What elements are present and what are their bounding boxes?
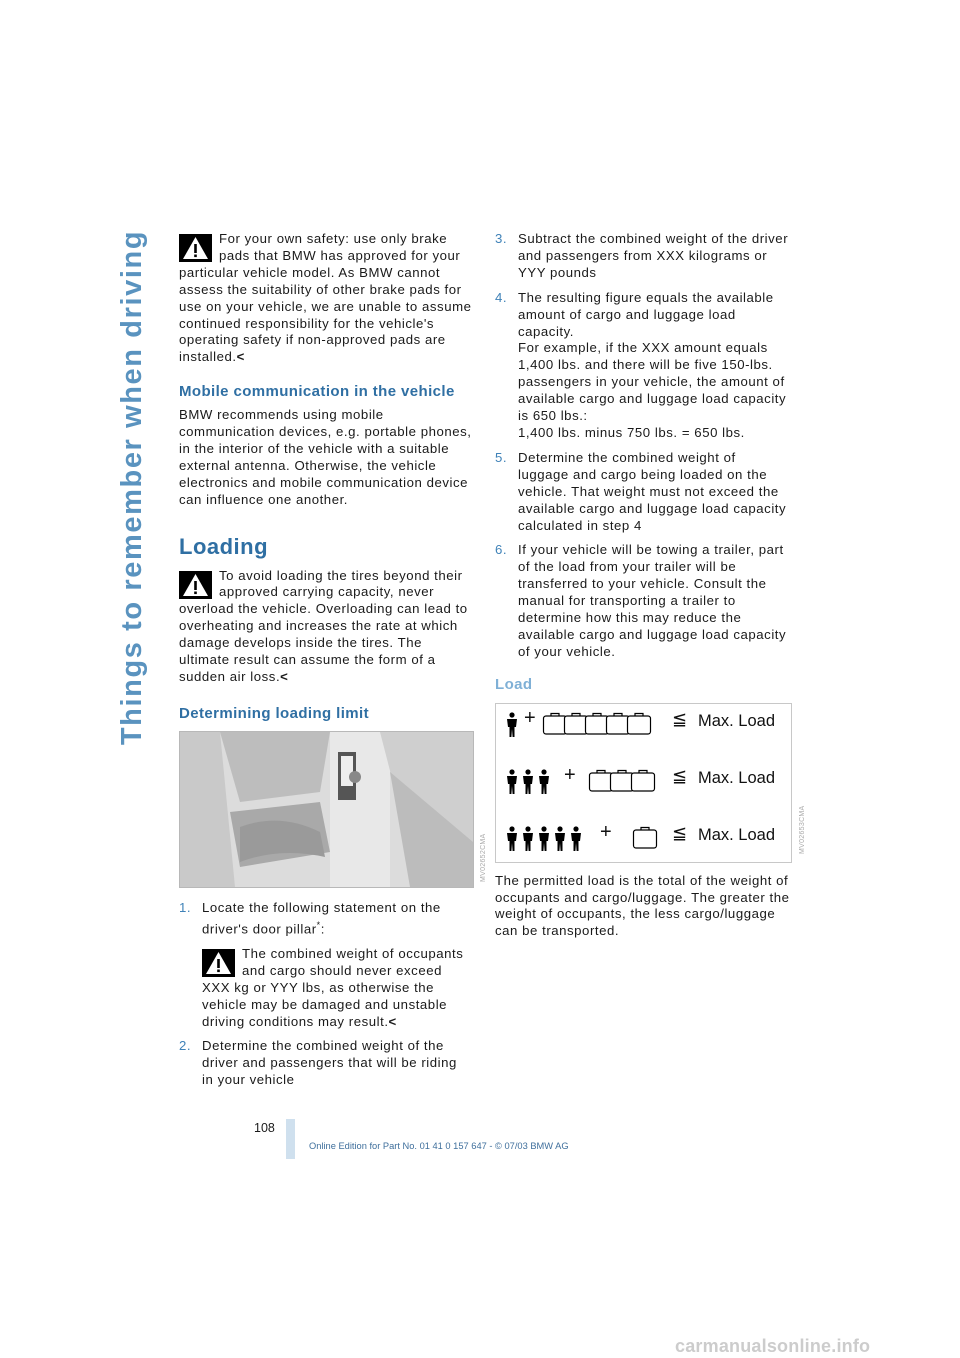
step-5 <box>495 450 790 535</box>
loading-heading: Loading <box>179 533 269 559</box>
brake-warning-text: For your own safety: use only brake pads that BMW has approved for your particular vehicle model. As BMW cannot assess the suitability of other brake pads for use on your vehicle, we are unable to assume continued responsibility for the vehicle's operating safety if non-approved pads are installed. <box>179 231 472 365</box>
right-column <box>495 231 806 940</box>
plus-sign: + <box>524 706 537 729</box>
step-text: Subtract the combined weight of the driver and passengers from XXX kilograms or YYY pounds <box>518 231 789 280</box>
load-diagram <box>495 703 806 863</box>
end-mark: < <box>236 349 245 365</box>
step-number: 1. <box>179 899 192 915</box>
pillar-warning-text: The combined weight of occupants and cargo should never exceed XXX kg or YYY lbs, as otherwise the vehicle may be damaged and unstable driving conditions may result. <box>202 945 464 1029</box>
person-icon <box>522 826 534 857</box>
step-number: 2. <box>179 1038 192 1054</box>
load-heading: Load <box>495 675 533 693</box>
warning-icon <box>179 234 212 262</box>
page-marker-bar <box>286 1119 295 1159</box>
loading-warning <box>179 568 472 686</box>
mobile-heading: Mobile communication in the vehicle <box>179 383 455 401</box>
person-icon <box>570 826 582 857</box>
max-load-label: Max. Load <box>697 711 775 730</box>
step-example: For example, if the XXX amount equals 1,400 lbs. and there will be five 150-lbs. passengers in your vehicle, the amount of available cargo and luggage load capacity is 650 lbs.: <box>518 340 787 424</box>
person-icon <box>506 712 518 743</box>
step-text: If your vehicle will be towing a trailer, part of the load from your trailer will be transferred to your vehicle. Consult the manual for transporting a trailer to determine how this may reduce the available cargo and luggage load capacity of your vehicle. <box>518 542 787 659</box>
pillar-warning <box>202 946 472 1031</box>
watermark: carmanualsonline.info <box>675 1336 871 1356</box>
load-row-1 <box>506 706 781 740</box>
brake-warning <box>179 231 472 366</box>
page-number: 108 <box>254 1121 275 1135</box>
suitcase-icon <box>626 712 652 741</box>
step-6 <box>495 542 790 660</box>
colon: : <box>320 921 325 937</box>
person-icon <box>554 826 566 857</box>
max-load-label: Max. Load <box>697 825 775 844</box>
suitcase-icon <box>630 769 656 798</box>
step-text: Determine the combined weight of luggage and cargo being loaded on the vehicle. That weight must not exceed the available cargo and luggage load capacity calculated in step 4 <box>518 449 787 533</box>
leq-sign: ≦ <box>672 708 688 729</box>
determining-heading: Determining loading limit <box>179 704 370 722</box>
max-load-label: Max. Load <box>697 768 775 787</box>
photo-code: MV02652CMA <box>480 833 487 882</box>
person-icon <box>522 769 534 800</box>
step-text: Locate the following statement on the driver's door pillar <box>202 899 441 937</box>
step-number: 3. <box>495 231 508 246</box>
person-icon <box>506 826 518 857</box>
person-icon <box>538 769 550 800</box>
step-3 <box>495 231 790 282</box>
load-row-3 <box>506 820 781 854</box>
warning-icon <box>179 571 212 599</box>
step-2 <box>179 1038 472 1089</box>
step-number: 5. <box>495 449 508 465</box>
person-icon <box>506 769 518 800</box>
left-column <box>179 231 487 1097</box>
side-title <box>112 229 154 745</box>
footer-text: Online Edition for Part No. 01 41 0 157 647 - © 07/03 BMW AG <box>309 1141 569 1151</box>
loading-warning-text: To avoid loading the tires beyond their approved carrying capacity, never overload the vehicle. Overloading can lead to overheating and increases the rate at which damage develops inside the tires. The ultimate result can assume the form of a sudden air loss. <box>179 567 468 684</box>
step-text: The resulting figure equals the available amount of cargo and luggage load capacity. <box>518 289 774 339</box>
door-pillar-photo <box>179 731 487 888</box>
leq-sign: ≦ <box>672 765 688 786</box>
permitted-text: The permitted load is the total of the weight of occupants and cargo/luggage. The greater the weight of occupants, the less cargo/luggage can be transported. <box>495 872 790 939</box>
star-mark: * <box>316 919 321 930</box>
step-number: 6. <box>495 542 508 558</box>
mobile-text: BMW recommends using mobile communication devices, e.g. portable phones, in the interior of the vehicle with a suitable external antenna. Otherwise, the vehicle electronics and mobile communication device can influence one another. <box>179 407 472 507</box>
step-1 <box>179 900 472 938</box>
leq-sign: ≦ <box>672 822 688 843</box>
step-text: Determine the combined weight of the driver and passengers that will be riding in your vehicle <box>202 1038 457 1088</box>
end-mark: < <box>388 1013 397 1029</box>
step-calculation: 1,400 lbs. minus 750 lbs. = 650 lbs. <box>518 424 745 440</box>
side-title-text: Things to remember when driving <box>116 229 149 745</box>
plus-sign: + <box>600 820 613 843</box>
plus-sign: + <box>564 763 577 786</box>
load-row-2 <box>506 763 781 797</box>
diagram-code: MV02653CMA <box>799 805 806 854</box>
step-4 <box>495 290 790 442</box>
person-icon <box>538 826 550 857</box>
end-mark: < <box>280 668 289 684</box>
suitcase-icon <box>632 826 658 855</box>
warning-icon <box>202 949 235 977</box>
step-number: 4. <box>495 289 508 305</box>
